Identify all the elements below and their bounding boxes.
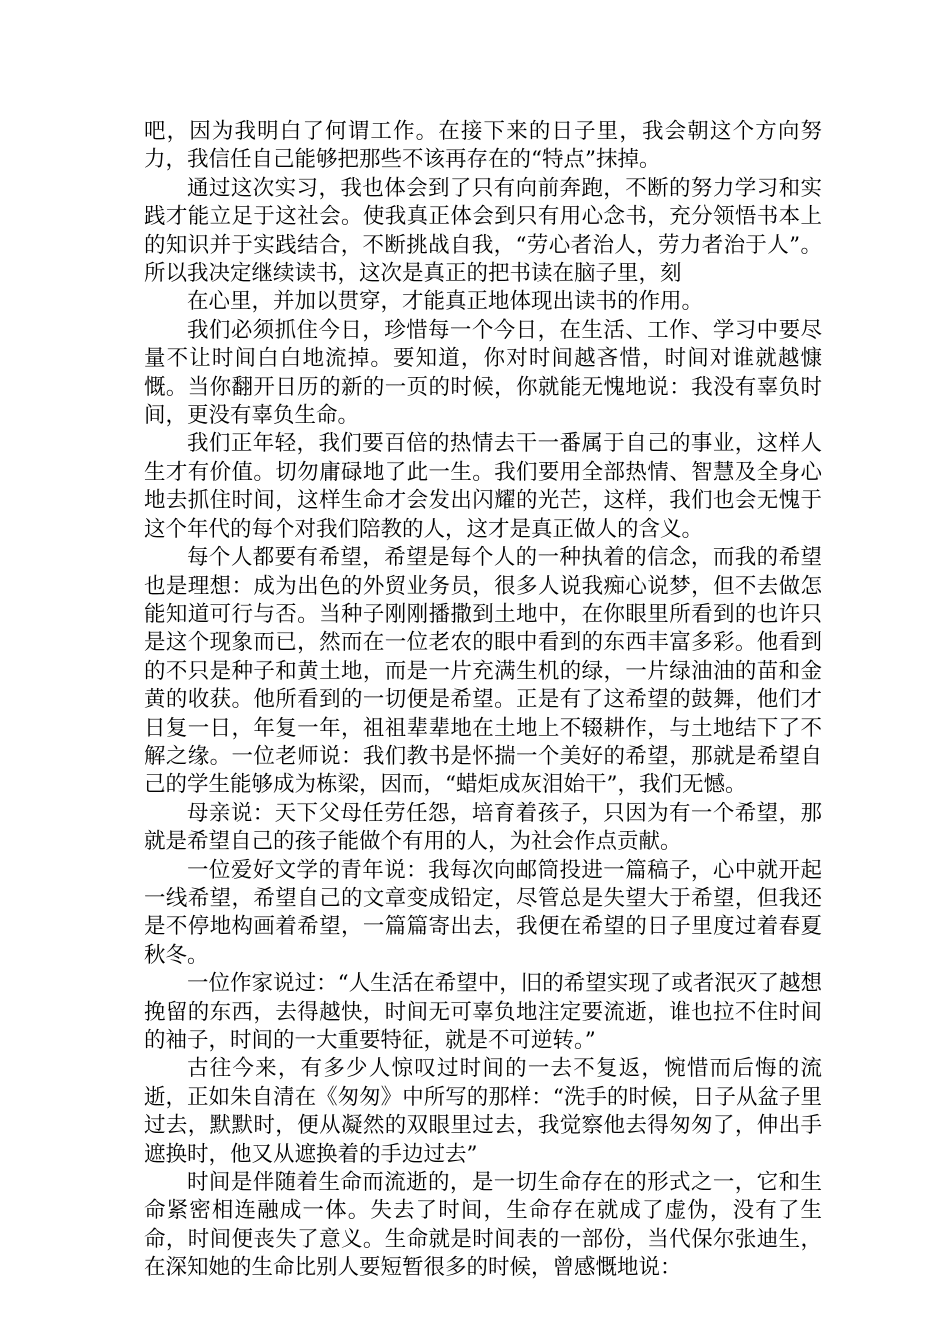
paragraph-9: 一位作家说过：“人生活在希望中，旧的希望实现了或者泯灭了越想挽留的东西，去得越快，时间无可辜负地注定要流逝，谁也拉不住时间的袖子，时间的一大重要特征，就是不可逆转。”	[144, 971, 822, 1053]
paragraph-11: 时间是伴随着生命而流逝的，是一切生命存在的形式之一，它和生命紧密相连融成一体。失去了时间，生命存在就成了虚伪，没有了生命，时间便丧失了意义。生命就是时间表的一部份，当代保尔张迪生，在深知她的生命比别人要短暂很多的时候，曾感慨地说：	[144, 1170, 822, 1281]
paragraph-1: 吧，因为我明白了何谓工作。在接下来的日子里，我会朝这个方向努力，我信任自己能够把那些不该再存在的“特点”抹掉。	[144, 119, 822, 173]
paragraph-8: 一位爱好文学的青年说：我每次向邮筒投进一篇稿子，心中就开起一线希望，希望自己的文章变成铅定，尽管总是失望大于希望，但我还是不停地构画着希望，一篇篇寄出去，我便在希望的日子里度过着春夏秋冬。	[144, 857, 822, 968]
paragraph-4: 我们必须抓住今日，珍惜每一个今日，在生活、工作、学习中要尽量不让时间白白地流掉。要知道，你对时间越吝惜，时间对谁就越慷慨。当你翻开日历的新的一页的时候，你就能无愧地说：我没有辜负时间，更没有辜负生命。	[144, 317, 822, 429]
paragraph-6: 每个人都要有希望，希望是每个人的一种执着的信念，而我的希望也是理想：成为出色的外贸业务员，很多人说我痴心说梦，但不去做怎能知道可行与否。当种子刚刚播撒到土地中，在你眼里所看到的也许只是这个现象而已，然而在一位老农的眼中看到的东西丰富多彩。他看到的不只是种子和黄土地，而是一片充满生机的绿，一片绿油油的苗和金黄的收获。他所看到的一切便是希望。正是有了这希望的鼓舞，他们才日复一日，年复一年，祖祖辈辈地在土地上不辍耕作，与土地结下了不解之缘。一位老师说：我们教书是怀揣一个美好的希望，那就是希望自己的学生能够成为栋梁，因而，“蜡炬成灰泪始干”，我们无憾。	[144, 545, 822, 798]
paragraph-2: 通过这次实习，我也体会到了只有向前奔跑，不断的努力学习和实践才能立足于这社会。使我真正体会到只有用心念书，充分领悟书本上的知识并于实践结合，不断挑战自我，“劳心者治人，劳力者治于人”。所以我决定继续读书，这次是真正的把书读在脑子里，刻	[144, 175, 822, 287]
paragraph-5: 我们正年轻，我们要百倍的热情去干一番属于自己的事业，这样人生才有价值。切勿庸碌地了此一生。我们要用全部热情、智慧及全身心地去抓住时间，这样生命才会发出闪耀的光芒，这样，我们也会无愧于这个年代的每个对我们陪教的人，这才是真正做人的含义。	[144, 431, 822, 542]
paragraph-10: 古往今来，有多少人惊叹过时间的一去不复返，惋惜而后悔的流逝，正如朱自清在《匆匆》中所写的那样：“洗手的时候，日子从盆子里过去，默默时，便从凝然的双眼里过去，我觉察他去得匆匆了，伸出手遮换时，他又从遮换着的手边过去”	[144, 1056, 822, 1167]
paragraph-3: 在心里，并加以贯穿，才能真正地体现出读书的作用。	[187, 289, 704, 315]
paragraph-7: 母亲说：天下父母任劳任怨，培育着孩子，只因为有一个希望，那就是希望自己的孩子能做个有用的人，为社会作点贡献。	[144, 800, 822, 855]
document-body	[144, 118, 822, 1283]
